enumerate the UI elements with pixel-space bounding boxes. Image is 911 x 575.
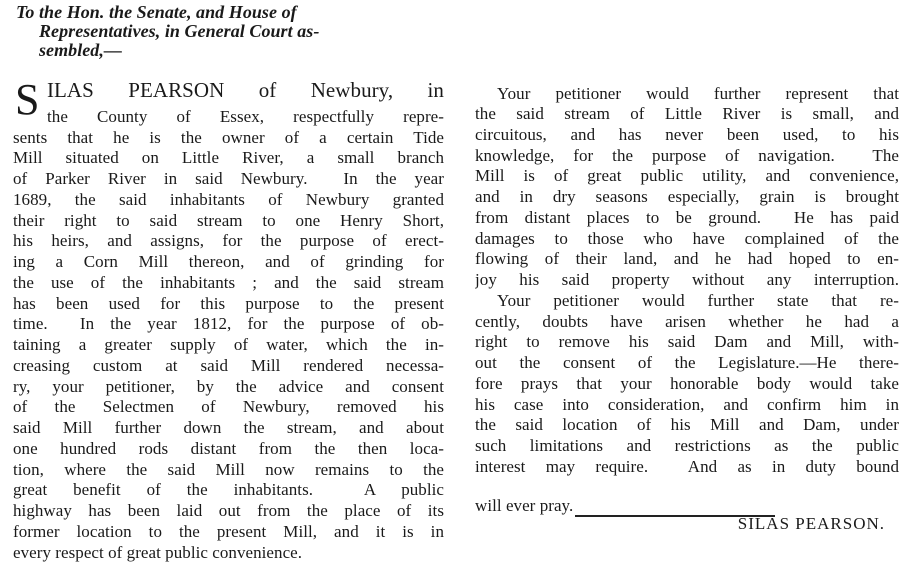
body-line: his heirs, and assigns, for the purpose of erect- [13, 231, 444, 250]
body-line: highway has been laid out from the place of its [13, 501, 444, 520]
heading-line-2: Representatives, in General Court as- [39, 21, 320, 41]
body-line: interest may require. And as in duty bound [475, 457, 899, 476]
closing-text: will ever pray. [475, 496, 574, 515]
drop-cap: S [15, 75, 40, 124]
body-line: has been used for this purpose to the present [13, 294, 444, 313]
body-line: ILAS PEARSON of Newbury, in [47, 78, 444, 102]
closing-rule [575, 515, 775, 517]
body-line: knowledge, for the purpose of navigation. The [475, 146, 899, 165]
signature: SILAS PEARSON. [737, 514, 885, 533]
body-line: his case into consideration, and confirm him in [475, 395, 899, 414]
body-line: joy his said property without any interruption. [475, 270, 899, 289]
body-line: cently, doubts have arisen whether he had a [475, 312, 899, 331]
body-line: Mill is of great public utility, and convenience, [475, 166, 899, 185]
body-line: and in dry seasons especially, grain is brought [475, 187, 899, 206]
body-line: ing a Corn Mill thereon, and of grinding for [13, 252, 444, 271]
body-line: out the consent of the Legislature.—He there- [475, 353, 899, 372]
body-line: from distant places to be ground. He has paid [475, 208, 899, 227]
body-line: Your petitioner would further state that re- [497, 291, 899, 310]
body-line: every respect of great public convenience. [13, 543, 303, 562]
body-line: taining a greater supply of water, which the in- [13, 335, 444, 354]
body-line: fore prays that your honorable body would take [475, 374, 899, 393]
body-line: time. In the year 1812, for the purpose of ob- [13, 314, 444, 333]
body-line: ry, your petitioner, by the advice and consent [13, 377, 444, 396]
body-line: Your petitioner would further represent that [497, 84, 899, 103]
body-line: the use of the inhabitants ; and the said stream [13, 273, 444, 292]
body-line: said Mill further down the stream, and about [13, 418, 444, 437]
body-line: tion, where the said Mill now remains to the [13, 460, 444, 479]
heading-line-3: sembled,— [39, 40, 122, 60]
body-line: 1689, the said inhabitants of Newbury granted [13, 190, 444, 209]
heading-line-1: To the Hon. the Senate, and House of [16, 2, 297, 22]
body-line: such limitations and restrictions as the public [475, 436, 899, 455]
body-line: circuitous, and has never been used, to his [475, 125, 899, 144]
body-line: great benefit of the inhabitants. A public [13, 480, 444, 499]
body-line: of the Selectmen of Newbury, removed his [13, 397, 444, 416]
body-line: flowing of their land, and he had hoped to en- [475, 249, 899, 268]
left-column [13, 0, 444, 575]
body-line: of Parker River in said Newbury. In the year [13, 169, 444, 188]
body-line: damages to those who have complained of the [475, 229, 899, 248]
body-line: creasing custom at said Mill rendered necessa- [13, 356, 444, 375]
body-line: one hundred rods distant from the then loca- [13, 439, 444, 458]
body-line: the said stream of Little River is small, and [475, 104, 899, 123]
right-column [475, 0, 899, 575]
body-line: Mill situated on Little River, a small branch [13, 148, 444, 167]
body-line: sents that he is the owner of a certain Tide [13, 128, 444, 147]
body-line: their right to said stream to one Henry Short, [13, 211, 444, 230]
body-line: former location to the present Mill, and it is in [13, 522, 444, 541]
body-line: the said location of his Mill and Dam, under [475, 415, 899, 434]
body-line: the County of Essex, respectfully repre- [47, 107, 444, 126]
body-line: right to remove his said Dam and Mill, with- [475, 332, 899, 351]
